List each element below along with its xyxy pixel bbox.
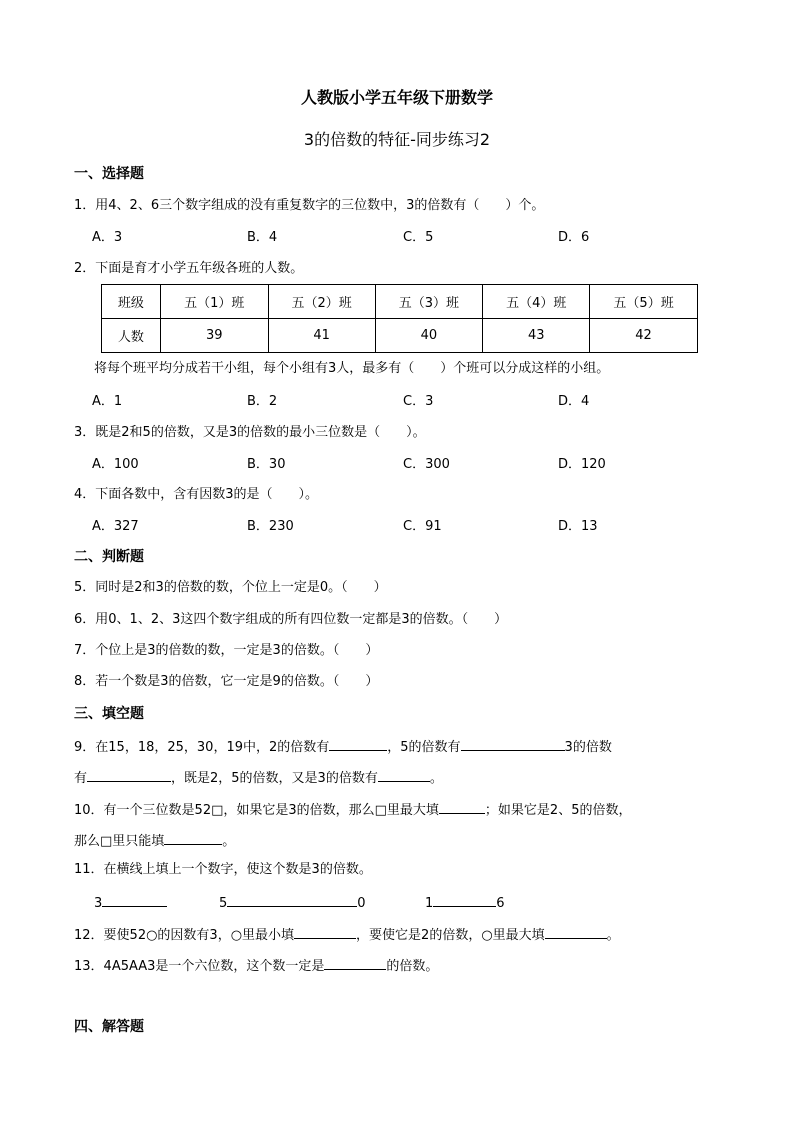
digit-text: 5 <box>219 896 228 911</box>
question-3-text: 3．既是2和5的倍数，又是3的倍数的最小三位数是（ ）。 <box>74 425 426 440</box>
question-9-line-2 <box>74 768 443 787</box>
question-12-part-a: 12．要使52○的因数有3，○里最小填 <box>74 928 295 943</box>
answer-blank[interactable] <box>378 768 430 782</box>
question-10-part-b: ；如果它是2、5的倍数， <box>484 803 632 818</box>
answer-blank[interactable] <box>164 831 222 845</box>
question-2-option-b: B．2 <box>247 394 278 409</box>
answer-blank[interactable] <box>439 800 485 814</box>
question-10-line-2 <box>74 831 235 850</box>
question-6-text: 6．用0、1、2、3这四个数字组成的所有四位数一定都是3的倍数。（ ） <box>74 612 508 627</box>
question-5-text: 5．同时是2和3的倍数的数，个位上一定是0。（ ） <box>74 580 387 595</box>
section-heading-fill: 三、填空题 <box>74 706 144 722</box>
table-header-cell: 五（1）班 <box>160 285 268 319</box>
question-11-number-3 <box>425 893 505 912</box>
section-heading-solve: 四、解答题 <box>74 1019 144 1035</box>
question-9-line-1 <box>74 737 612 756</box>
table-header-cell: 五（5）班 <box>590 285 698 319</box>
class-size-table <box>101 284 698 353</box>
answer-blank[interactable] <box>324 956 386 970</box>
table-header-cell: 五（3）班 <box>375 285 483 319</box>
question-1-text: 1．用4、2、6三个数字组成的没有重复数字的三位数中，3的倍数有（ ）个。 <box>74 198 545 213</box>
table-cell: 39 <box>160 319 268 353</box>
digit-text: 1 <box>425 896 434 911</box>
question-1-option-b: B．4 <box>247 230 278 245</box>
table-header-row <box>102 285 698 319</box>
question-3-option-c: C．300 <box>403 457 450 472</box>
question-2-option-c: C．3 <box>403 394 434 409</box>
question-2-prompt: 将每个班平均分成若干小组，每个小组有3人，最多有（ ）个班可以分成这样的小组。 <box>94 361 610 376</box>
section-heading-choice: 一、选择题 <box>74 166 144 182</box>
answer-blank[interactable] <box>102 893 167 907</box>
question-1-option-c: C．5 <box>403 230 434 245</box>
question-1-option-a: A．3 <box>92 230 123 245</box>
question-10-line-1 <box>74 800 631 819</box>
question-9-part-b: ，5的倍数有 <box>387 740 461 755</box>
question-10-part-d: 。 <box>222 834 236 849</box>
question-12-part-b: ，要使它是2的倍数，○里最大填 <box>356 928 545 943</box>
answer-blank[interactable] <box>329 737 387 751</box>
answer-blank[interactable] <box>87 768 171 782</box>
page-subtitle: 3的倍数的特征-同步练习2 <box>303 130 491 149</box>
question-10-part-c: 那么□里只能填 <box>74 834 165 849</box>
answer-blank[interactable] <box>294 925 356 939</box>
question-2-option-d: D．4 <box>558 394 590 409</box>
table-cell: 42 <box>590 319 698 353</box>
question-1-option-d: D．6 <box>558 230 590 245</box>
question-13-part-b: 的倍数。 <box>386 959 439 974</box>
question-9-part-e: ，既是2，5的倍数，又是3的倍数有 <box>171 771 378 786</box>
question-9-part-f: 。 <box>429 771 443 786</box>
digit-text: 3 <box>94 896 103 911</box>
question-11-number-1 <box>94 893 167 912</box>
question-11-number-2 <box>219 893 366 912</box>
question-9-part-c: 3的倍数 <box>564 740 612 755</box>
answer-blank[interactable] <box>545 925 607 939</box>
question-7-text: 7．个位上是3的倍数的数，一定是3的倍数。（ ） <box>74 643 379 658</box>
digit-text: 0 <box>357 896 366 911</box>
table-cell: 43 <box>483 319 590 353</box>
question-3-option-b: B．30 <box>247 457 286 472</box>
question-9-part-d: 有 <box>74 771 88 786</box>
question-2-option-a: A．1 <box>92 394 123 409</box>
table-row <box>102 319 698 353</box>
answer-blank[interactable] <box>227 893 357 907</box>
question-11-text: 11．在横线上填上一个数字，使这个数是3的倍数。 <box>74 862 372 877</box>
table-header-cell: 班级 <box>102 285 161 319</box>
section-heading-judge: 二、判断题 <box>74 549 144 565</box>
question-4-text: 4．下面各数中，含有因数3的是（ ）。 <box>74 487 319 502</box>
answer-blank[interactable] <box>461 737 565 751</box>
question-4-option-c: C．91 <box>403 519 442 534</box>
table-cell: 41 <box>268 319 375 353</box>
digit-text: 6 <box>496 896 505 911</box>
question-8-text: 8．若一个数是3的倍数，它一定是9的倍数。（ ） <box>74 674 379 689</box>
question-12-part-c: 。 <box>606 928 620 943</box>
question-13-part-a: 13．4A5AA3是一个六位数，这个数一定是 <box>74 959 325 974</box>
page-title: 人教版小学五年级下册数学 <box>300 88 493 107</box>
question-4-option-a: A．327 <box>92 519 139 534</box>
question-4-option-d: D．13 <box>558 519 598 534</box>
question-4-option-b: B．230 <box>247 519 294 534</box>
answer-blank[interactable] <box>433 893 496 907</box>
table-cell: 人数 <box>102 319 161 353</box>
table-header-cell: 五（2）班 <box>268 285 375 319</box>
question-2-text: 2．下面是育才小学五年级各班的人数。 <box>74 261 304 276</box>
question-12-line <box>74 925 620 944</box>
question-13-line <box>74 956 438 975</box>
question-3-option-d: D．120 <box>558 457 606 472</box>
table-header-cell: 五（4）班 <box>483 285 590 319</box>
table-cell: 40 <box>375 319 483 353</box>
question-3-option-a: A．100 <box>92 457 139 472</box>
question-10-part-a: 10．有一个三位数是52□，如果它是3的倍数，那么□里最大填 <box>74 803 439 818</box>
question-9-part-a: 9．在15，18，25，30，19中，2的倍数有 <box>74 740 330 755</box>
